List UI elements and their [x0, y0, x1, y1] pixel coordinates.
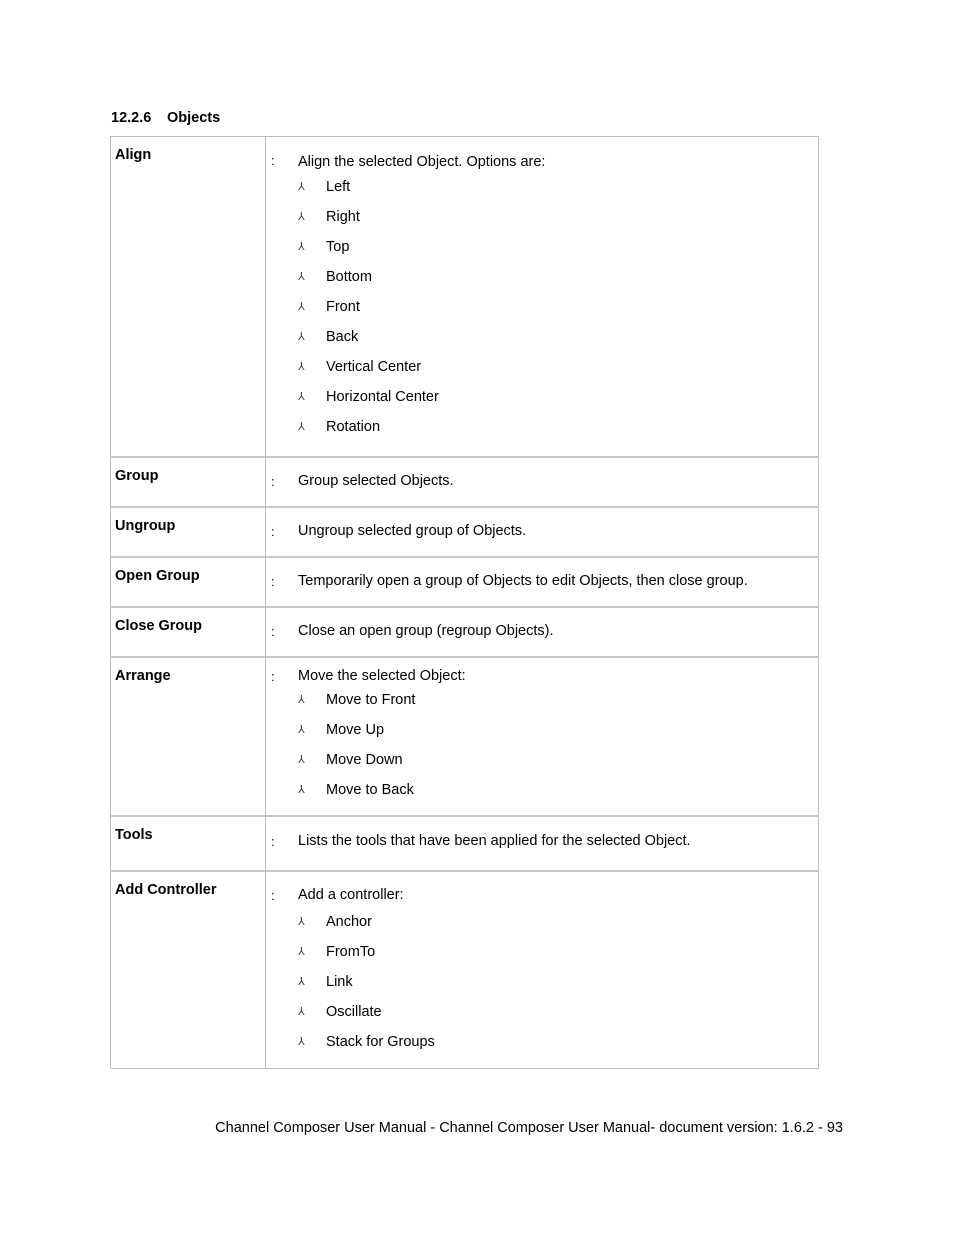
term-align: Align — [111, 137, 266, 458]
list-item: ⅄ Stack for Groups — [298, 1027, 818, 1057]
table-row-tools — [111, 816, 819, 871]
bullet-icon: ⅄ — [298, 724, 305, 736]
term-open-group: Open Group — [111, 557, 266, 607]
desc-cell-close-group — [266, 607, 819, 657]
term-add-controller: Add Controller — [111, 871, 266, 1069]
list-item: ⅄ Right — [298, 202, 818, 232]
term-tools: Tools — [111, 816, 266, 871]
list-item: ⅄ Anchor — [298, 907, 818, 937]
desc-cell-arrange — [266, 657, 819, 816]
separator-colon: : — [271, 524, 275, 539]
bullet-icon: ⅄ — [298, 391, 305, 403]
bullet-icon: ⅄ — [298, 1036, 305, 1048]
table-row-open-group — [111, 557, 819, 607]
bullet-icon: ⅄ — [298, 361, 305, 373]
bullet-icon: ⅄ — [298, 1006, 305, 1018]
bullet-icon: ⅄ — [298, 271, 305, 283]
list-item: ⅄ Move to Back — [298, 775, 818, 805]
desc-cell-tools — [266, 816, 819, 871]
desc-cell-ungroup — [266, 507, 819, 557]
table-row-ungroup — [111, 507, 819, 557]
bullet-icon: ⅄ — [298, 181, 305, 193]
separator-colon: : — [271, 624, 275, 639]
term-ungroup: Ungroup — [111, 507, 266, 557]
bullet-icon: ⅄ — [298, 241, 305, 253]
list-item: ⅄ Rotation — [298, 412, 818, 442]
list-item: ⅄ Left — [298, 172, 818, 202]
list-item: ⅄ Oscillate — [298, 997, 818, 1027]
bullet-icon: ⅄ — [298, 916, 305, 928]
description-ungroup: Ungroup selected group of Objects. — [298, 523, 527, 539]
description-open-group: Temporarily open a group of Objects to edit Objects, then close group. — [298, 573, 748, 589]
term-group: Group — [111, 457, 266, 507]
bullet-icon: ⅄ — [298, 301, 305, 313]
list-item: ⅄ Move Up — [298, 715, 818, 745]
desc-cell-align — [266, 137, 819, 458]
term-arrange: Arrange — [111, 657, 266, 816]
objects-definition-table — [110, 136, 819, 1069]
bullet-icon: ⅄ — [298, 331, 305, 343]
separator-colon: : — [271, 153, 275, 168]
section-heading — [111, 110, 220, 126]
separator-colon: : — [271, 669, 275, 684]
term-close-group: Close Group — [111, 607, 266, 657]
list-item: ⅄ FromTo — [298, 937, 818, 967]
bullet-icon: ⅄ — [298, 784, 305, 796]
bullet-icon: ⅄ — [298, 754, 305, 766]
bullet-icon: ⅄ — [298, 694, 305, 706]
list-item: ⅄ Back — [298, 322, 818, 352]
desc-cell-open-group — [266, 557, 819, 607]
bullet-icon: ⅄ — [298, 211, 305, 223]
section-title: Objects — [167, 110, 221, 126]
option-list-add-controller — [298, 907, 818, 1057]
table-row-add-controller — [111, 871, 819, 1069]
option-list-arrange — [298, 685, 818, 805]
desc-cell-group — [266, 457, 819, 507]
list-item: ⅄ Front — [298, 292, 818, 322]
description-arrange: Move the selected Object: — [298, 668, 466, 684]
list-item: ⅄ Bottom — [298, 262, 818, 292]
bullet-icon: ⅄ — [298, 421, 305, 433]
desc-cell-add-controller — [266, 871, 819, 1069]
description-close-group: Close an open group (regroup Objects). — [298, 623, 554, 639]
separator-colon: : — [271, 474, 275, 489]
page-footer: Channel Composer User Manual - Channel Composer User Manual- document version: 1.6.2 - 93 — [215, 1120, 843, 1136]
table-row-align — [111, 137, 819, 458]
list-item: ⅄ Vertical Center — [298, 352, 818, 382]
list-item: ⅄ Move Down — [298, 745, 818, 775]
separator-colon: : — [271, 574, 275, 589]
table-row-close-group — [111, 607, 819, 657]
section-number: 12.2.6 — [111, 110, 152, 126]
list-item: ⅄ Horizontal Center — [298, 382, 818, 412]
table-row-arrange — [111, 657, 819, 816]
separator-colon: : — [271, 888, 275, 903]
bullet-icon: ⅄ — [298, 946, 305, 958]
description-add-controller: Add a controller: — [298, 887, 404, 903]
table-row-group — [111, 457, 819, 507]
list-item: ⅄ Link — [298, 967, 818, 997]
description-group: Group selected Objects. — [298, 473, 454, 489]
option-list-align — [298, 172, 818, 442]
bullet-icon: ⅄ — [298, 976, 305, 988]
description-tools: Lists the tools that have been applied for the selected Object. — [298, 833, 691, 849]
list-item: ⅄ Top — [298, 232, 818, 262]
separator-colon: : — [271, 834, 275, 849]
description-align: Align the selected Object. Options are: — [298, 154, 546, 170]
list-item: ⅄ Move to Front — [298, 685, 818, 715]
